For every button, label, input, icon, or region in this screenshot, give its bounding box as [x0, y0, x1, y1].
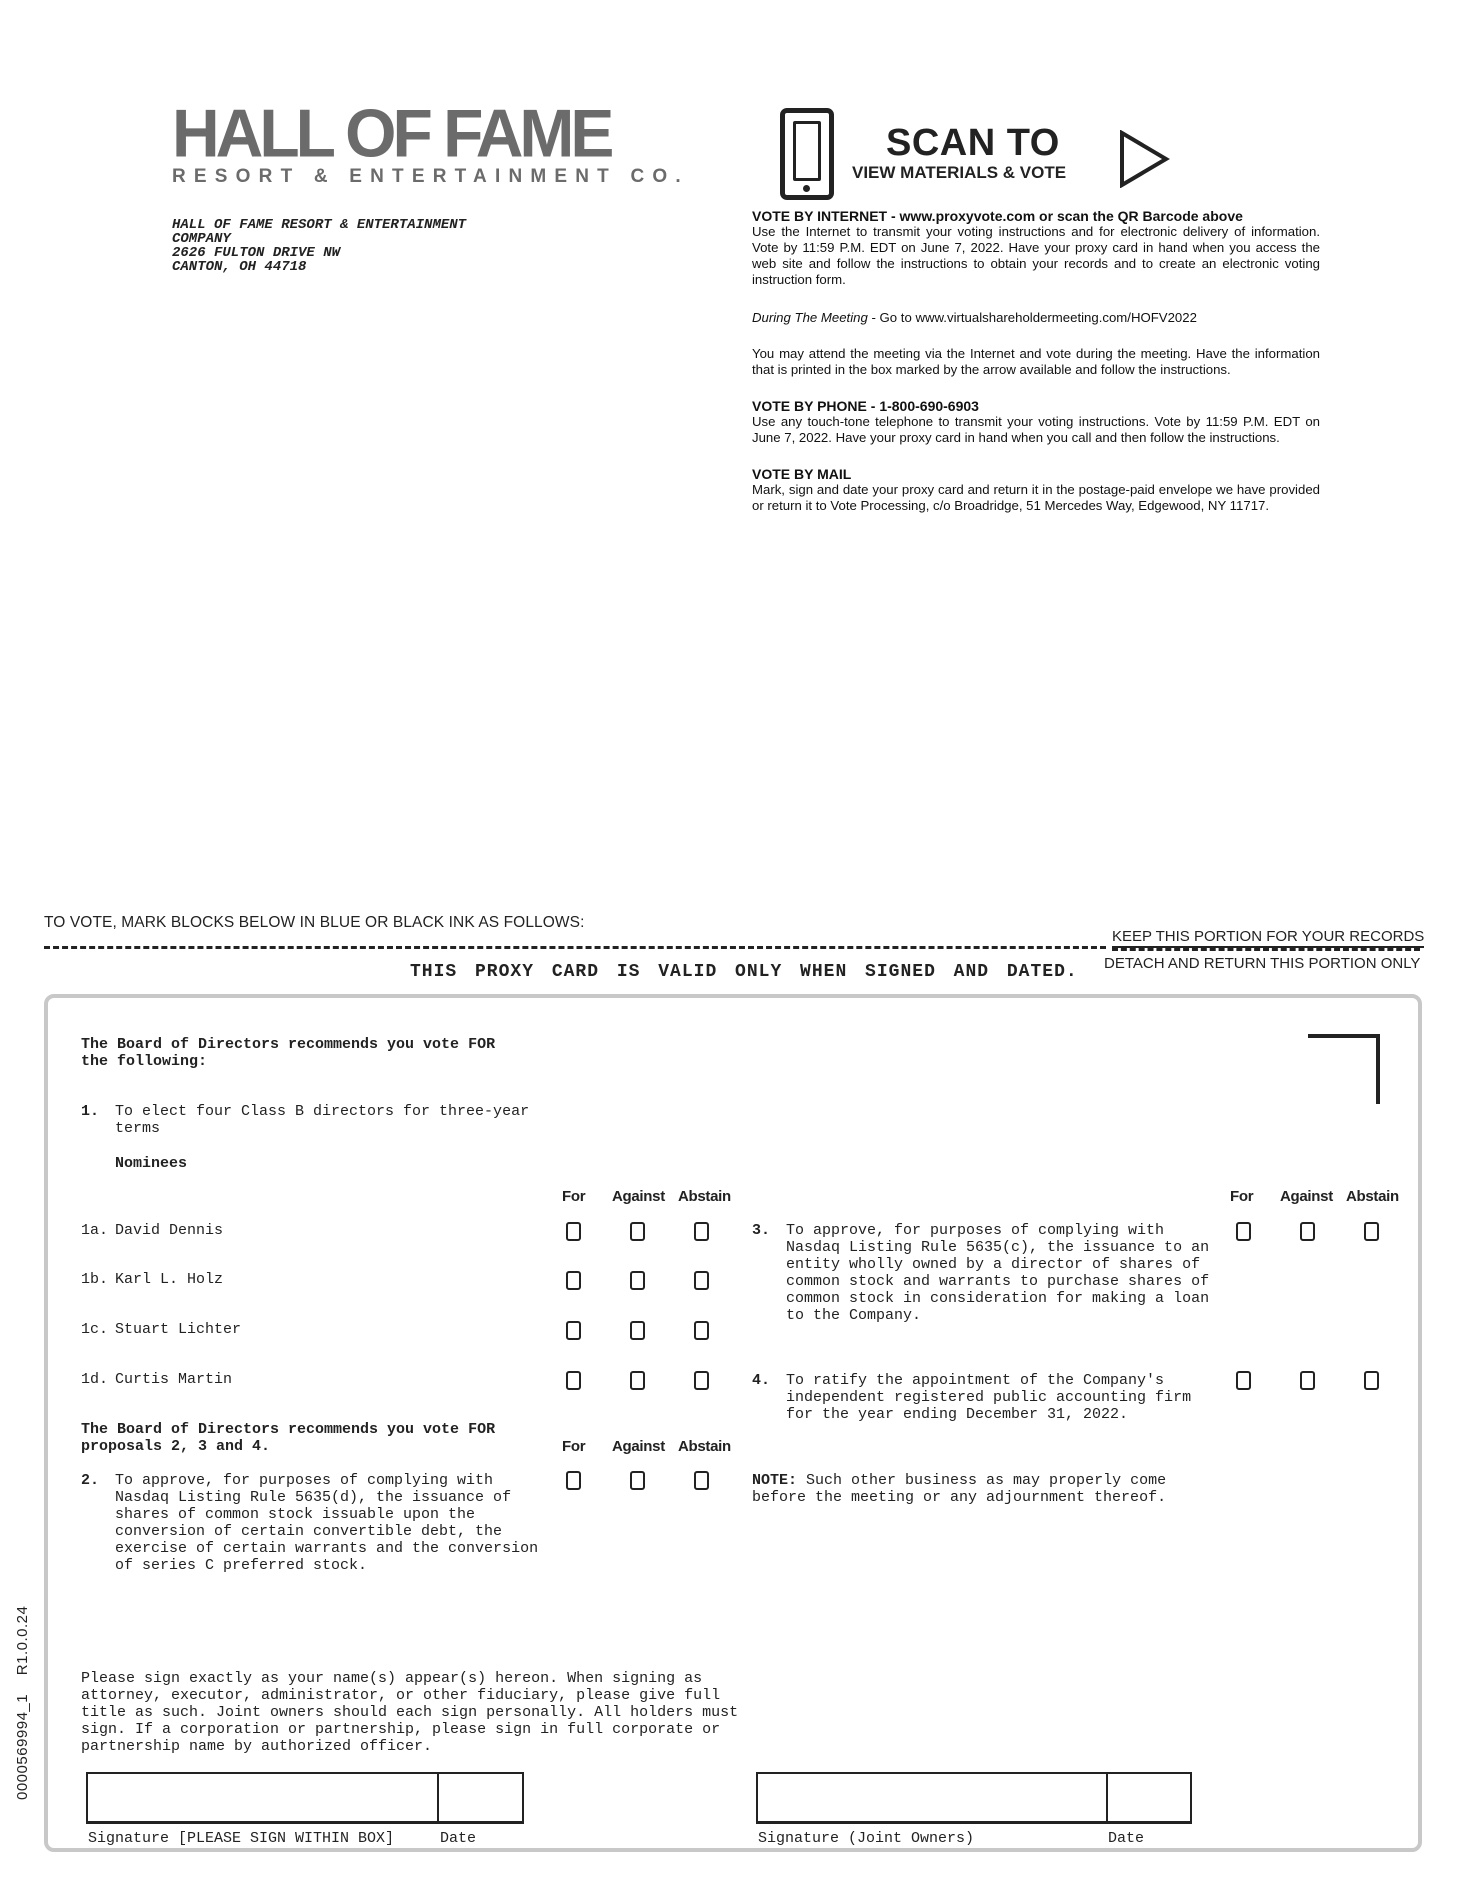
proposal-line: shares of common stock issuable upon the — [115, 1506, 476, 1523]
to-vote-instruction: TO VOTE, MARK BLOCKS BELOW IN BLUE OR BLACK INK AS FOLLOWS: — [44, 914, 585, 931]
column-abstain: Abstain — [678, 1188, 731, 1205]
corner-mark — [1308, 1034, 1380, 1104]
proposal-line: conversion of certain convertible debt, the — [115, 1523, 503, 1540]
detach-dashed-line — [44, 946, 1106, 949]
proposal-line: of series C preferred stock. — [115, 1557, 368, 1574]
signing-line: attorney, executor, administrator, or other fiduciary, please give full — [81, 1687, 721, 1704]
vote-internet-section — [752, 208, 1320, 288]
column-abstain: Abstain — [678, 1438, 731, 1455]
date-label: Date — [440, 1830, 477, 1847]
nominee-id: 1a. — [81, 1222, 109, 1239]
vote-internet-heading: VOTE BY INTERNET - www.proxyvote.com or scan the QR Barcode above — [752, 208, 1243, 224]
nominee-1c-for-checkbox[interactable] — [566, 1321, 581, 1340]
nominee-1b-for-checkbox[interactable] — [566, 1271, 581, 1290]
proposal-4-text — [786, 1372, 1191, 1423]
side-document-code: 0000569994_1 R1.0.0.24 — [14, 1605, 31, 1800]
proposal-line: to the Company. — [786, 1307, 922, 1324]
proposal-1-text — [115, 1103, 529, 1137]
board-recommendation-line: The Board of Directors recommends you vote FOR — [81, 1421, 496, 1438]
joint-signature-box[interactable] — [756, 1772, 1192, 1824]
scan-subtitle: VIEW MATERIALS & VOTE — [852, 163, 1067, 182]
during-meeting-line — [752, 310, 1320, 326]
signing-instructions — [81, 1670, 738, 1755]
column-abstain: Abstain — [1346, 1188, 1399, 1205]
nominee-id: 1d. — [81, 1371, 109, 1388]
proposal-4-number: 4. — [752, 1372, 771, 1389]
column-for: For — [562, 1438, 586, 1455]
nominee-1b-against-checkbox[interactable] — [630, 1271, 645, 1290]
signature-date-divider — [437, 1772, 439, 1824]
nominee-1d-for-checkbox[interactable] — [566, 1371, 581, 1390]
note-text — [752, 1472, 1166, 1506]
proposal-line: common stock in consideration for making a loan — [786, 1290, 1210, 1307]
address-line: COMPANY — [172, 231, 231, 247]
nominee-1b-abstain-checkbox[interactable] — [694, 1271, 709, 1290]
nominee-name: Stuart Lichter — [115, 1321, 242, 1338]
column-against: Against — [612, 1188, 665, 1205]
proposal-line: To approve, for purposes of complying with — [786, 1222, 1165, 1239]
nominee-1c-abstain-checkbox[interactable] — [694, 1321, 709, 1340]
vote-internet-text: Use the Internet to transmit your voting instructions and for electronic delivery of information. Vote by 11:59 P.M. EDT on June 7, 2022. Have your proxy card in hand when you access the web site and follow the instructions to obtain your records and to create an electronic voting instruction form. — [752, 224, 1320, 287]
proposal-line: entity wholly owned by a director of shares of — [786, 1256, 1201, 1273]
nominee-id: 1b. — [81, 1271, 109, 1288]
board-recommendation-1 — [81, 1036, 495, 1070]
proposal-line: Nasdaq Listing Rule 5635(d), the issuance of — [115, 1489, 512, 1506]
vote-phone-section — [752, 398, 1320, 446]
vote-mail-heading: VOTE BY MAIL — [752, 466, 852, 482]
keep-dashed-line — [1112, 948, 1420, 951]
joint-signature-label: Signature (Joint Owners) — [758, 1830, 975, 1847]
meeting-url-link[interactable]: www.virtualshareholdermeeting.com/HOFV2022 — [915, 310, 1197, 325]
vote-mail-section — [752, 466, 1320, 514]
nominee-1d-against-checkbox[interactable] — [630, 1371, 645, 1390]
proposal-1-number: 1. — [81, 1103, 100, 1120]
signature-box[interactable] — [86, 1772, 524, 1824]
nominees-label: Nominees — [115, 1155, 188, 1172]
proposal-3-against-checkbox[interactable] — [1300, 1222, 1315, 1241]
nominee-1a-for-checkbox[interactable] — [566, 1222, 581, 1241]
nominee-name: David Dennis — [115, 1222, 224, 1239]
board-recommendation-line: the following: — [81, 1053, 208, 1070]
proposal-4-abstain-checkbox[interactable] — [1364, 1371, 1379, 1390]
company-address — [172, 218, 512, 274]
nominee-1a-abstain-checkbox[interactable] — [694, 1222, 709, 1241]
vote-mail-text: Mark, sign and date your proxy card and return it in the postage-paid envelope we have provided or return it to Vote Processing, c/o Broadridge, 51 Mercedes Way, Edgewood, NY 11717. — [752, 482, 1320, 513]
proposal-line: common stock and warrants to purchase shares of — [786, 1273, 1210, 1290]
address-line: 2626 FULTON DRIVE NW — [172, 245, 341, 261]
proposal-3-for-checkbox[interactable] — [1236, 1222, 1251, 1241]
nominee-id: 1c. — [81, 1321, 109, 1338]
proposal-4-for-checkbox[interactable] — [1236, 1371, 1251, 1390]
signing-line: title as such. Joint owners should each sign personally. All holders must — [81, 1704, 739, 1721]
column-against: Against — [1280, 1188, 1333, 1205]
scan-title: SCAN TO — [886, 122, 1060, 164]
proposal-line: To elect four Class B directors for three-year — [115, 1103, 530, 1120]
nominee-1a-against-checkbox[interactable] — [630, 1222, 645, 1241]
nominee-name: Karl L. Holz — [115, 1271, 224, 1288]
proposal-line: for the year ending December 31, 2022. — [786, 1406, 1129, 1423]
proposal-2-text — [115, 1472, 538, 1574]
column-for: For — [562, 1188, 586, 1205]
signature-date-divider — [1106, 1772, 1108, 1824]
play-arrow-icon — [1118, 130, 1170, 188]
signing-line: sign. If a corporation or partnership, please sign in full corporate or — [81, 1721, 721, 1738]
nominee-name: Curtis Martin — [115, 1371, 233, 1388]
proposal-3-abstain-checkbox[interactable] — [1364, 1222, 1379, 1241]
signing-line: Please sign exactly as your name(s) appear(s) hereon. When signing as — [81, 1670, 703, 1687]
address-line: HALL OF FAME RESORT & ENTERTAINMENT — [172, 217, 467, 233]
note-line: before the meeting or any adjournment thereof. — [752, 1489, 1167, 1506]
proposal-3-number: 3. — [752, 1222, 771, 1239]
proposal-line: To ratify the appointment of the Company's — [786, 1372, 1165, 1389]
proposal-line: To approve, for purposes of complying with — [115, 1472, 494, 1489]
note-label: NOTE: — [752, 1472, 798, 1489]
note-line: Such other business as may properly come — [797, 1472, 1167, 1489]
proposal-line: independent registered public accounting firm — [786, 1389, 1192, 1406]
nominee-1c-against-checkbox[interactable] — [630, 1321, 645, 1340]
vote-phone-heading: VOTE BY PHONE - 1-800-690-6903 — [752, 398, 979, 414]
keep-portion-label: KEEP THIS PORTION FOR YOUR RECORDS — [1112, 928, 1424, 948]
company-logo-tagline: RESORT & ENTERTAINMENT CO. — [172, 166, 689, 187]
proposal-2-for-checkbox[interactable] — [566, 1471, 581, 1490]
detach-return-label: DETACH AND RETURN THIS PORTION ONLY — [1104, 955, 1421, 972]
signing-line: partnership name by authorized officer. — [81, 1738, 433, 1755]
column-against: Against — [612, 1438, 665, 1455]
address-line: CANTON, OH 44718 — [172, 259, 307, 275]
proposal-line: terms — [115, 1120, 161, 1137]
board-recommendation-line: proposals 2, 3 and 4. — [81, 1438, 271, 1455]
board-recommendation-line: The Board of Directors recommends you vote FOR — [81, 1036, 496, 1053]
proposal-3-text — [786, 1222, 1209, 1324]
proposal-line: exercise of certain warrants and the conversion — [115, 1540, 539, 1557]
proposal-2-abstain-checkbox[interactable] — [694, 1471, 709, 1490]
valid-when-signed-notice: THIS PROXY CARD IS VALID ONLY WHEN SIGNED AND DATED. — [410, 962, 1078, 982]
during-meeting-label: During The Meeting — [752, 310, 868, 325]
company-logo-name: HALL OF FAME — [172, 95, 611, 171]
proposal-2-against-checkbox[interactable] — [630, 1471, 645, 1490]
proposal-line: Nasdaq Listing Rule 5635(c), the issuance to an — [786, 1239, 1210, 1256]
during-meeting-goto: - Go to — [867, 310, 916, 325]
phone-icon — [780, 108, 834, 200]
date-label: Date — [1108, 1830, 1145, 1847]
proposal-4-against-checkbox[interactable] — [1300, 1371, 1315, 1390]
meeting-text: You may attend the meeting via the Internet and vote during the meeting. Have the information that is printed in the box marked by the arrow available and follow the instructions. — [752, 346, 1320, 377]
nominee-1d-abstain-checkbox[interactable] — [694, 1371, 709, 1390]
board-recommendation-2 — [81, 1421, 495, 1455]
proposal-2-number: 2. — [81, 1472, 100, 1489]
column-for: For — [1230, 1188, 1254, 1205]
signature-label: Signature [PLEASE SIGN WITHIN BOX] — [88, 1830, 395, 1847]
vote-phone-text: Use any touch-tone telephone to transmit your voting instructions. Vote by 11:59 P.M. EDT on June 7, 2022. Have your proxy card in hand when you call and then follow the instructions. — [752, 414, 1320, 445]
